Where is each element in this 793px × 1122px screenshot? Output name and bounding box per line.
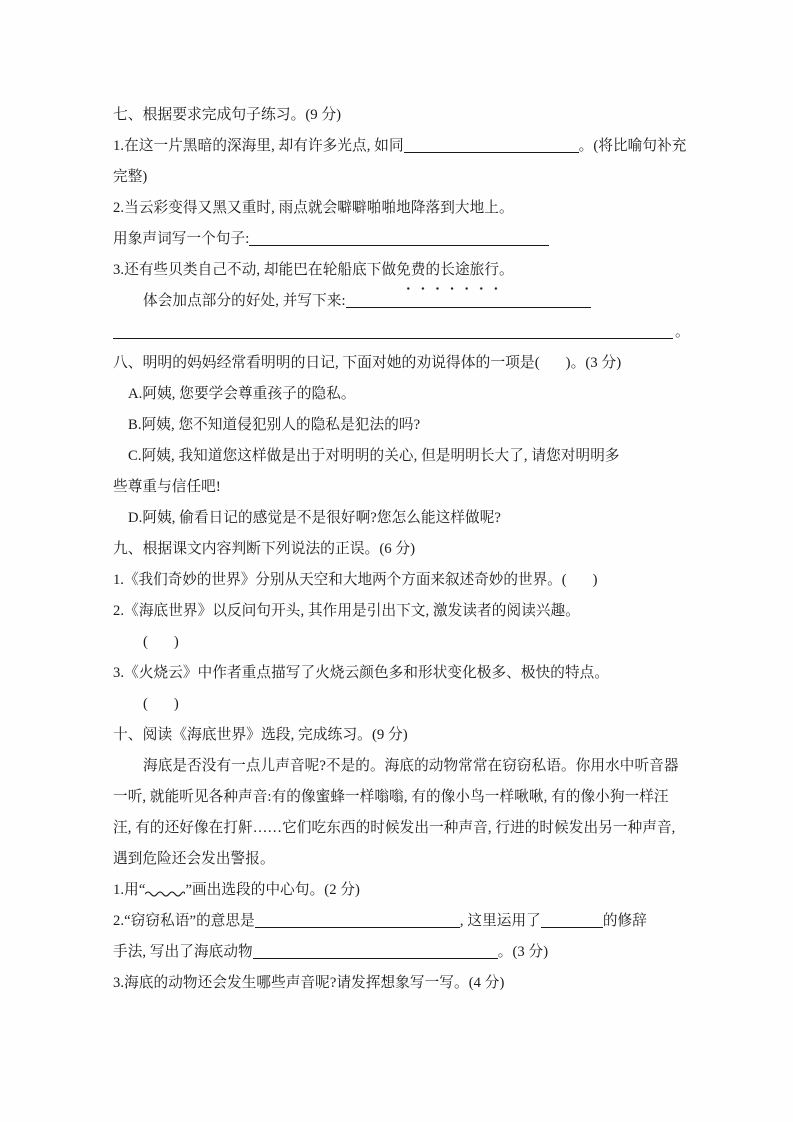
option-a[interactable] (113, 379, 681, 410)
question-seven-1-continuation: 完整) (113, 169, 148, 185)
trailing-period: 。 (675, 324, 690, 340)
answer-blank[interactable] (346, 292, 591, 308)
question-text: 用“ (124, 882, 146, 898)
answer-blank[interactable] (253, 943, 498, 959)
question-seven-3 (113, 255, 681, 286)
question-text-end: 。 (499, 262, 514, 278)
truefalse-answer-3: ( ) (143, 696, 179, 712)
section-heading-eight (113, 348, 681, 379)
prompt-label: 体会加点部分的好处, 并写下来: (143, 293, 346, 309)
question-number: 2. (113, 603, 125, 619)
option-label: D. (128, 510, 143, 526)
question-seven-3-prompt (113, 286, 681, 317)
option-c[interactable] (113, 441, 681, 472)
question-text-tail: 的修辞 (602, 913, 647, 929)
question-number: 3. (113, 665, 125, 681)
section-heading-ten: 十、阅读《海底世界》选段, 完成练习。(9 分) (113, 727, 408, 743)
question-seven-3-answer-line2 (113, 317, 690, 348)
question-seven-2 (113, 193, 681, 224)
option-b[interactable] (113, 410, 681, 441)
question-text: “窃窃私语”的意思是 (124, 913, 255, 929)
option-text: 阿姨, 偷看日记的感觉是不是很好啊?您怎么能这样做呢? (142, 510, 502, 526)
option-text: 阿姨, 我知道您这样做是出于对明明的关心, 但是明明长大了, 请您对明明多 (141, 448, 620, 464)
question-text-mid: 轮船底下做 (322, 262, 397, 278)
question-number: 1. (113, 572, 124, 588)
option-label: A. (128, 386, 143, 402)
question-text: 《火烧云》中作者重点描写了火烧云颜色多和形状变化极多、极快的特点。 (124, 665, 610, 681)
prompt-label: 用象声词写一个句子: (113, 231, 250, 247)
question-seven-2-prompt (113, 224, 681, 255)
question-text: 手法, 写出了海底动物 (113, 944, 253, 960)
emphasized-phrase: 免费的长途旅行 (396, 255, 499, 286)
question-text: 在这一片黑暗的深海里, 却有许多光点, 如同 (124, 138, 404, 154)
question-text-tail: 。(3 分) (497, 944, 549, 960)
question-text-start: 还有些贝类自己不动, 却能巴在 (124, 262, 323, 278)
reading-question-2-continuation (113, 937, 681, 968)
question-seven-1 (113, 131, 687, 162)
answer-blank[interactable] (113, 323, 673, 339)
question-text-mid: , 这里运用了 (459, 913, 541, 929)
question-number: 1. (113, 138, 125, 154)
question-number: 1. (113, 882, 125, 898)
answer-blank[interactable] (255, 912, 460, 928)
reading-question-3 (113, 968, 681, 999)
reading-question-1 (113, 875, 681, 906)
truefalse-item-2 (113, 596, 681, 627)
option-d[interactable] (113, 503, 681, 534)
option-text: 阿姨, 您要学会尊重孩子的隐私。 (142, 386, 356, 402)
truefalse-item-3 (113, 658, 681, 689)
reading-passage: 海底是否没有一点儿声音呢?不是的。海底的动物常常在窃窃私语。你用水中听音器一听, 就能听见各种声音:有的像蜜蜂一样嗡嗡, 有的像小鸟一样啾啾, 有的像小狗一样汪汪, 有的还好像在打鼾……它们吃东西的时候发出一种声音, 行进的时候发出另一种声音, 遇到危险还会发出警报。 (113, 758, 679, 867)
answer-blank[interactable] (249, 230, 549, 246)
truefalse-answer-2: ( ) (143, 634, 179, 650)
section-heading-seven: 七、根据要求完成句子练习。(9 分) (113, 107, 342, 123)
question-number: 3. (113, 975, 125, 991)
question-text: 当云彩变得又黑又重时, 雨点就会噼噼啪啪地降落到大地上。 (124, 200, 514, 216)
question-text: 《我们奇妙的世界》分别从天空和大地两个方面来叙述奇妙的世界。 (123, 572, 562, 588)
wavy-line-icon (145, 887, 185, 898)
option-text: 阿姨, 您不知道侵犯别人的隐私是犯法的吗? (141, 417, 421, 433)
exam-content (113, 100, 690, 999)
question-text-tail: ”画出选段的中心句。(2 分) (185, 882, 361, 898)
question-number: 2. (113, 200, 125, 216)
question-number: 2. (113, 913, 125, 929)
heading-text: 八、明明的妈妈经常看明明的日记, 下面对她的劝说得体的一项是( (113, 355, 540, 371)
option-label: B. (128, 417, 142, 433)
reading-question-2 (113, 906, 681, 937)
truefalse-item-1: 1.《我们奇妙的世界》分别从天空和大地两个方面来叙述奇妙的世界。( ) (113, 572, 598, 588)
option-label: C. (128, 448, 142, 464)
heading-text-tail: )。(3 分) (565, 355, 622, 371)
question-number: 3. (113, 262, 125, 278)
question-text: 《海底世界》以反问句开头, 其作用是引出下文, 激发读者的阅读兴趣。 (124, 603, 580, 619)
question-text-tail: 。(将比喻句补充 (578, 138, 687, 154)
answer-blank[interactable] (541, 912, 603, 928)
section-heading-nine: 九、根据课文内容判断下列说法的正误。(6 分) (113, 541, 416, 557)
option-c-continuation: 些尊重与信任吧! (113, 479, 221, 495)
answer-blank[interactable] (404, 137, 579, 153)
question-text: 海底的动物还会发生哪些声音呢?请发挥想象写一写。(4 分) (124, 975, 505, 991)
